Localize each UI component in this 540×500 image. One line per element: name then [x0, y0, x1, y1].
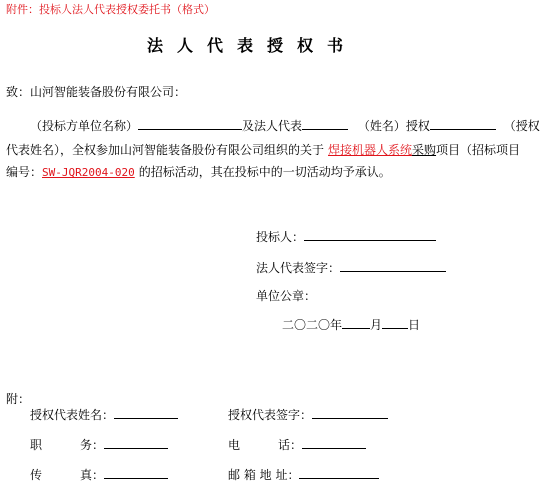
procurement-text: 采购 — [412, 143, 437, 157]
rep-sign-row — [256, 259, 446, 276]
appendix-label: 附： — [6, 392, 31, 406]
legal-rep-text: 及法人代表 — [242, 119, 303, 133]
date-month: 月 — [370, 318, 383, 332]
document-title: 法人代表授权书 — [147, 36, 358, 55]
phone-blank[interactable] — [302, 436, 366, 449]
month-blank[interactable] — [342, 316, 370, 329]
attachment-note: 附件：投标人法人代表授权委托书（格式） — [6, 3, 215, 16]
project-code: SW-JQR2004-020 — [42, 166, 135, 179]
seal-row — [256, 288, 316, 304]
project-code-label: 编号： — [6, 165, 43, 179]
agent-name-label: 授权代表姓名： — [30, 408, 115, 422]
bidder-label: 投标人： — [256, 230, 305, 244]
fax-label-a: 传 — [30, 468, 43, 482]
day-blank[interactable] — [382, 316, 408, 329]
fax-row — [30, 466, 168, 483]
bidder-sign-row — [256, 228, 436, 245]
position-row — [30, 436, 168, 453]
email-row — [228, 466, 379, 483]
phone-label-a: 电 — [228, 438, 241, 452]
fax-blank[interactable] — [104, 466, 168, 479]
agent-sign-row — [228, 406, 388, 423]
date-day: 日 — [408, 318, 421, 332]
project-continuation: 项目（招标项目 — [436, 143, 521, 157]
date-year: 二〇二〇年 — [282, 318, 343, 332]
bidder-blank[interactable] — [304, 228, 436, 241]
legal-rep-sign-blank[interactable] — [340, 259, 446, 272]
agent-name-blank[interactable] — [114, 406, 178, 419]
addressee-line: 致：山河智能装备股份有限公司： — [6, 85, 187, 99]
position-label-a: 职 — [30, 438, 43, 452]
agent-sign-blank[interactable] — [312, 406, 388, 419]
email-label: 邮 箱 地 址： — [228, 468, 300, 482]
email-blank[interactable] — [299, 466, 379, 479]
phone-row — [228, 436, 366, 453]
authorized-name-blank[interactable] — [430, 117, 496, 130]
seal-label: 单位公章： — [256, 289, 317, 303]
agent-sign-label: 授权代表签字： — [228, 408, 313, 422]
representative-text: 代表姓名），全权参加山河智能装备股份有限公司组织的关于 — [6, 143, 325, 157]
rep-name-blank[interactable] — [302, 117, 348, 130]
unit-name-blank[interactable] — [138, 117, 242, 130]
position-blank[interactable] — [104, 436, 168, 449]
project-name: 焊接机器人系统 — [328, 143, 413, 157]
bidder-unit-placeholder: （投标方单位名称） — [30, 119, 139, 133]
authorized-open-text: （授权 — [503, 119, 540, 133]
name-authorize-text: （姓名）授权 — [357, 119, 430, 133]
agent-name-row — [30, 406, 178, 423]
body-line-1 — [30, 117, 540, 134]
body-line-3 — [6, 164, 391, 181]
position-label-b: 务： — [80, 438, 105, 452]
date-row — [282, 316, 420, 333]
phone-label-b: 话： — [278, 438, 303, 452]
body-line-2 — [6, 142, 520, 158]
legal-rep-sign-label: 法人代表签字： — [256, 261, 341, 275]
fax-label-b: 真： — [80, 468, 105, 482]
acknowledgement-text: 的招标活动，其在投标中的一切活动均予承认。 — [138, 165, 391, 179]
